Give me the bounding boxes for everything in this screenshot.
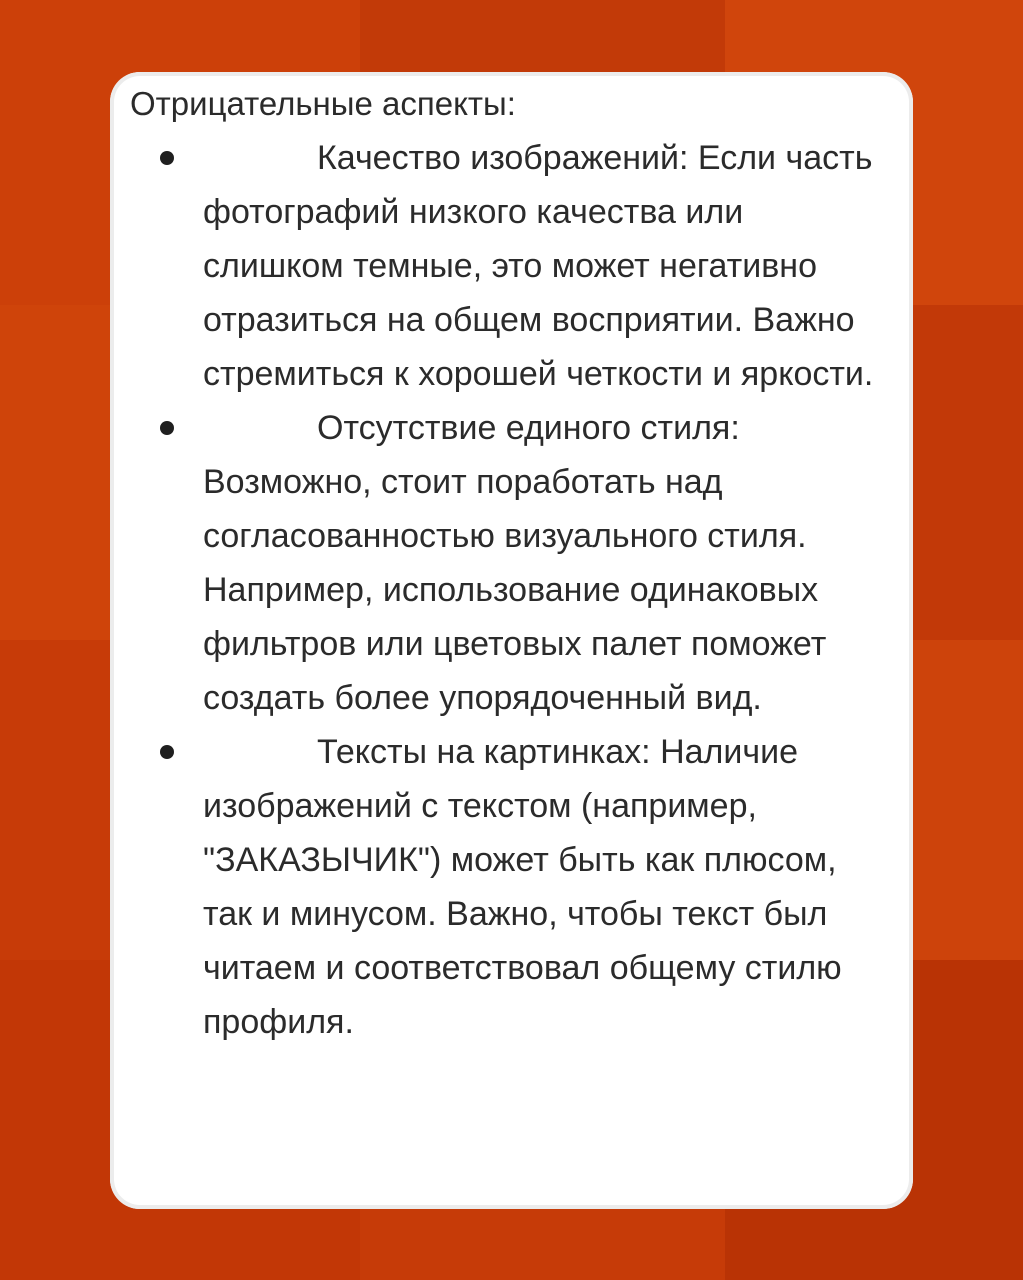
list-item [150, 131, 890, 401]
list-item [150, 401, 890, 725]
bullet-icon [160, 421, 174, 435]
aspects-list [150, 131, 890, 1049]
bullet-icon [160, 151, 174, 165]
list-item [150, 725, 890, 1049]
item-title: Качество изображений: [317, 139, 689, 177]
section-heading: Отрицательные аспекты: [130, 85, 516, 122]
item-title: Отсутствие единого стиля: [317, 409, 740, 447]
item-body: Наличие изображений с текстом (например, "ЗАКАЗЫЧИК") может быть как плюсом, так и минусом. Важно, чтобы текст был читаем и соответствовал общему стилю профиля. [203, 733, 842, 1041]
item-title: Тексты на картинках: [317, 733, 651, 771]
item-body: Возможно, стоит поработать над согласованностью визуального стиля. Например, использование одинаковых фильтров или цветовых палет поможет создать более упорядоченный вид. [203, 463, 827, 717]
bullet-icon [160, 745, 174, 759]
item-body: Если часть фотографий низкого качества или слишком темные, это может негативно отразиться на общем восприятии. Важно стремиться к хорошей четкости и яркости. [203, 139, 874, 393]
